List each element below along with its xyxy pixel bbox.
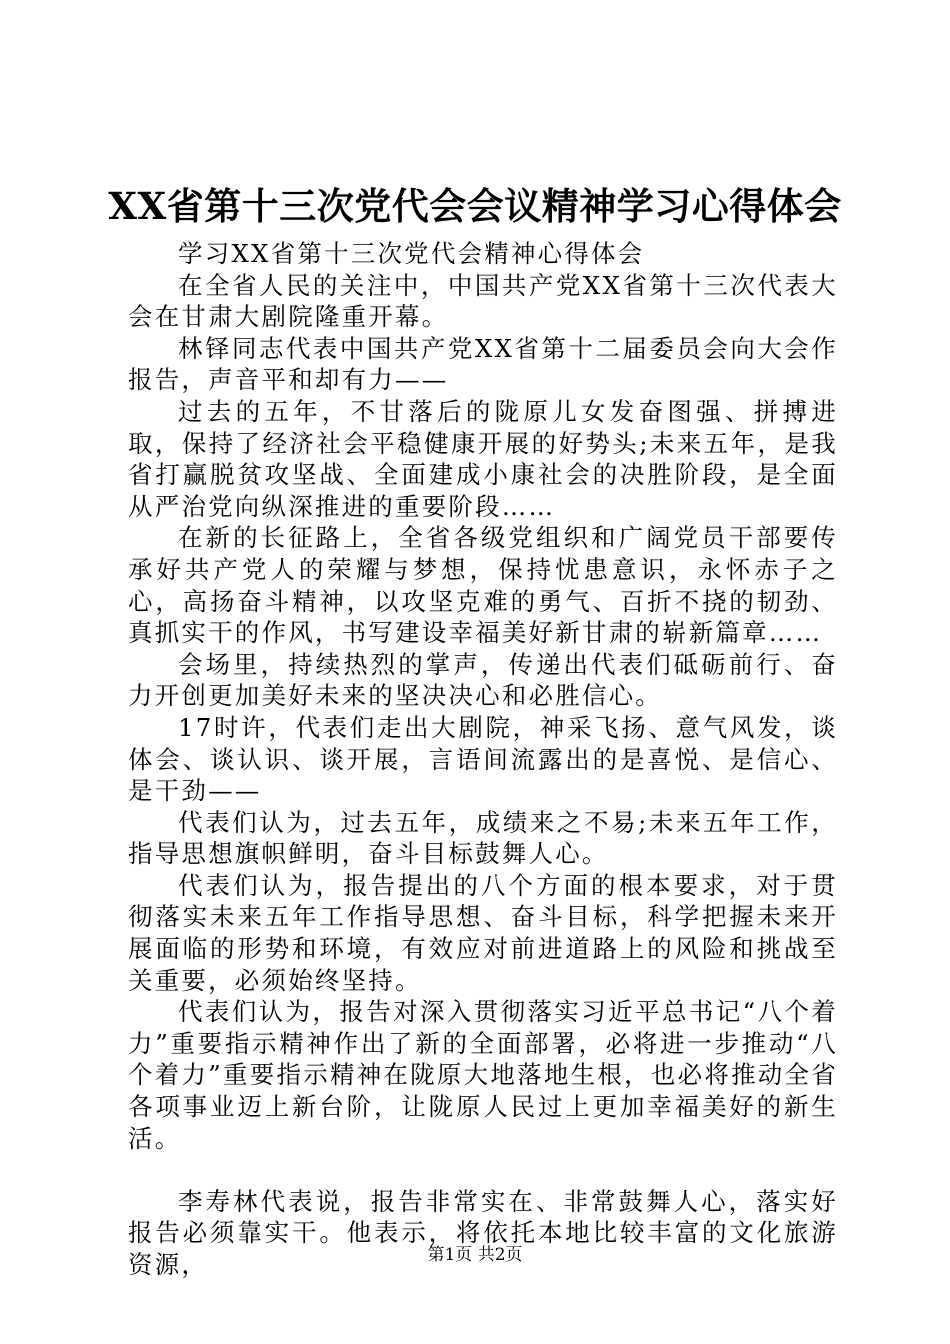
paragraph: 在全省人民的关注中，中国共产党XX省第十三次代表大会在甘肃大剧院隆重开幕。 (128, 270, 838, 332)
paragraph: 林铎同志代表中国共产党XX省第十二届委员会向大会作报告，声音平和却有力—— (128, 333, 838, 395)
paragraph: 代表们认为，报告对深入贯彻落实习近平总书记“八个着力”重要指示精神作出了新的全面部署，必将进一步推动“八个着力”重要指示精神在陇原大地落地生根，也必将推动全省各项事业迈上新台阶，让陇原人民过上更加幸福美好的新生活。 (128, 997, 838, 1153)
paragraph: 代表们认为，过去五年，成绩来之不易;未来五年工作，指导思想旗帜鲜明，奋斗目标鼓舞人心。 (128, 807, 838, 869)
document-title: XX省第十三次党代会会议精神学习心得体会 (108, 184, 842, 228)
paragraph: 过去的五年，不甘落后的陇原儿女发奋图强、拼搏进取，保持了经济社会平稳健康开展的好势头;未来五年，是我省打赢脱贫攻坚战、全面建成小康社会的决胜阶段，是全面从严治党向纵深推进的重要阶段…… (128, 396, 838, 521)
paragraph: 会场里，持续热烈的掌声，传递出代表们砥砺前行、奋力开创更加美好未来的坚决决心和必胜信心。 (128, 649, 838, 711)
page-footer: 第1页 共2页 (427, 1245, 523, 1265)
paragraph: 在新的长征路上，全省各级党组织和广阔党员干部要传承好共产党人的荣耀与梦想，保持忧患意识，永怀赤子之心，高扬奋斗精神，以攻坚克难的勇气、百折不挠的韧劲、真抓实干的作风，书写建设幸福美好新甘肃的崭新篇章…… (128, 523, 838, 648)
paragraph: 李寿林代表说，报告非常实在、非常鼓舞人心，落实好报告必须靠实干。他表示，将依托本地比较丰富的文化旅游资源， (128, 1186, 838, 1279)
document-body (128, 238, 838, 1281)
paragraph: 学习XX省第十三次党代会精神心得体会 (178, 239, 645, 268)
paragraph: 代表们认为，报告提出的八个方面的根本要求，对于贯彻落实未来五年工作指导思想、奋斗目标，科学把握未来开展面临的形势和环境，有效应对前进道路上的风险和挑战至关重要，必须始终坚持。 (128, 870, 838, 995)
paragraph: 17时许，代表们走出大剧院，神采飞扬、意气风发，谈体会、谈认识、谈开展，言语间流露出的是喜悦、是信心、是干劲—— (128, 712, 838, 806)
